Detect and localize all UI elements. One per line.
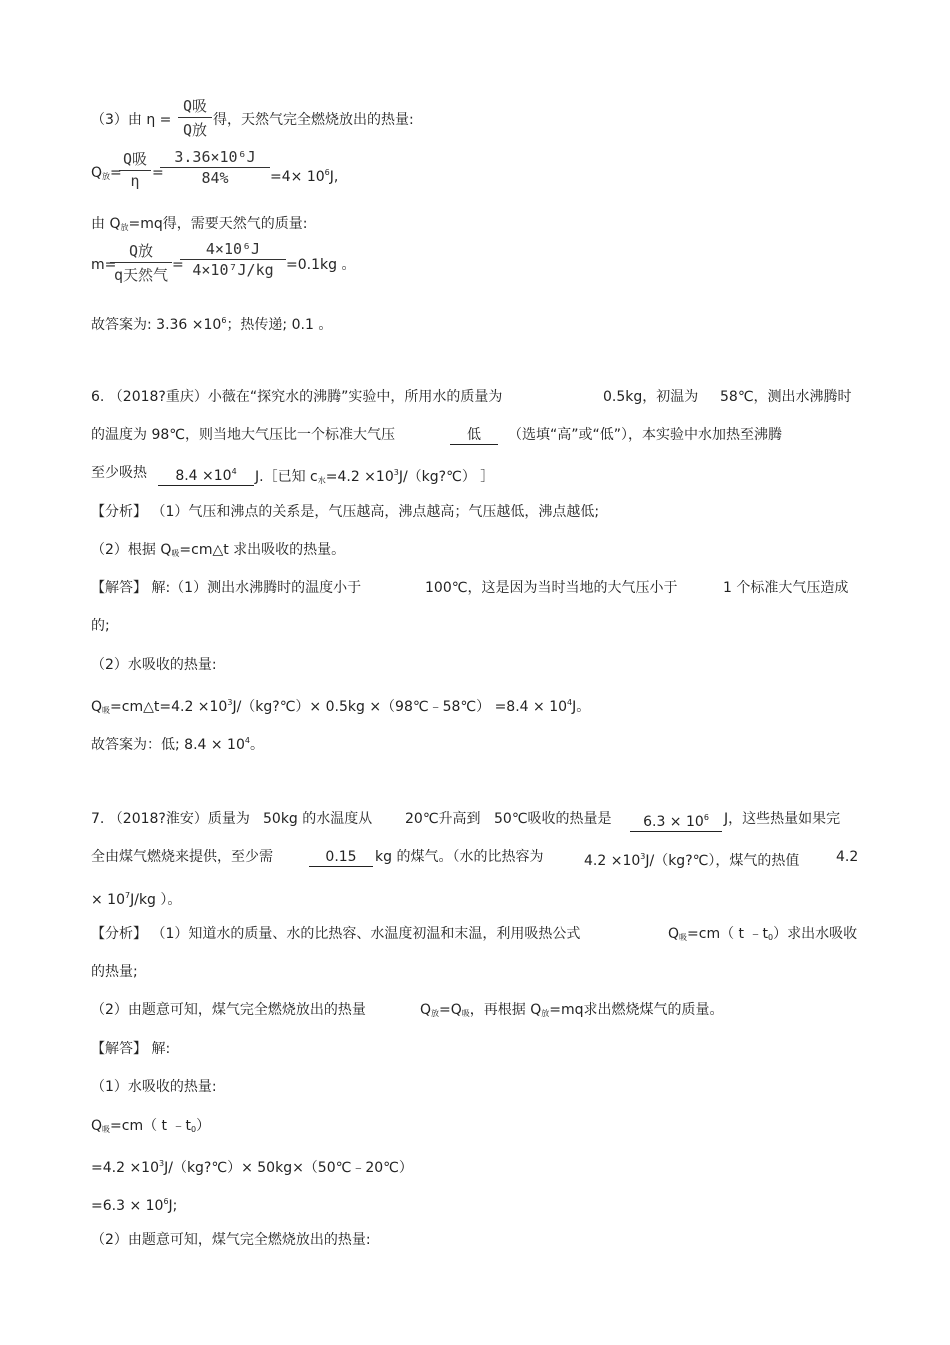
- s3-mq-line: [91, 214, 307, 238]
- q7-l1-a: 7. （2018?淮安）质量为: [91, 811, 250, 827]
- q7-analysis-1: [91, 924, 580, 944]
- eta-numerator: Q吸: [182, 97, 208, 115]
- q6-sol3-a: Q: [91, 699, 103, 715]
- q7-an1-e: 的热量;: [91, 964, 138, 980]
- q7-blank1-sup: 6: [703, 813, 709, 822]
- q6-answer-b: 。: [249, 737, 264, 753]
- q6-l3-c: =4.2 ×10: [325, 469, 394, 485]
- q6-line3-blank: [158, 463, 254, 486]
- q6-blank2-text: 8.4 ×10: [175, 468, 232, 484]
- q7-solution-3: [91, 1154, 413, 1178]
- s3-answer-pre: 故答案为: 3.36 ×10: [91, 317, 222, 333]
- q6-line1-b: [603, 387, 698, 407]
- q7-sol2-sub2: 0: [190, 1125, 197, 1134]
- q-result: [270, 163, 338, 187]
- q6-l3-sub: 水: [317, 476, 326, 485]
- q6-solution-1-d: [91, 616, 110, 636]
- m-frac2-num: 4×10⁶J: [205, 240, 261, 258]
- q-frac1-den: η: [130, 172, 140, 190]
- q7-an2-c: =Q: [439, 1002, 462, 1018]
- q6-solution-1: [91, 578, 361, 598]
- q7-l2-b: kg 的煤气。（水的比热容为: [375, 849, 544, 865]
- q7-l2-a: 全由煤气燃烧来提供，至少需: [91, 849, 273, 865]
- q-fraction-1: [119, 148, 151, 190]
- equals: =: [110, 165, 122, 181]
- q7-an2-sub3: 放: [541, 1009, 550, 1018]
- q6-an2-b: =cm△t 求出吸收的热量。: [179, 542, 346, 558]
- q-frac2-den: 84%: [201, 169, 229, 187]
- q-symbol: Q: [91, 165, 103, 181]
- q7-l2-c: 4.2 ×10: [584, 853, 641, 869]
- s3-q-lhs: [91, 163, 122, 187]
- m-fraction-1: [110, 240, 172, 285]
- m-frac1-num: Q放: [128, 242, 154, 260]
- q6-sol1-c: 1 个标准大气压造成: [723, 580, 849, 596]
- q7-line3: [91, 886, 181, 910]
- q7-line1-d: [494, 809, 612, 829]
- q7-line2-blank: [309, 847, 373, 867]
- q7-line1-blank: [630, 809, 722, 832]
- q7-answer-blank-2: 0.15: [309, 848, 373, 867]
- q7-an2-a: （2）由题意可知，煤气完全燃烧放出的热量: [91, 1002, 366, 1018]
- s3-answer-sup: 6: [221, 316, 227, 325]
- q6-analysis-1-text: 【分析】 （1）气压和沸点的关系是，气压越高，沸点越高；气压越低，沸点越低;: [91, 504, 600, 520]
- q7-sol2-sub: 吸: [102, 1125, 111, 1134]
- q6-solution-1-c: [723, 578, 848, 598]
- q7-solution-head: [91, 1039, 170, 1059]
- q6-solution-1-b: [425, 578, 677, 598]
- q6-an2-sub: 吸: [171, 549, 180, 558]
- q7-sol4-sup: 6: [163, 1197, 169, 1206]
- q6-analysis-2: [91, 540, 345, 564]
- q6-sol3-c: J/（kg?℃）× 0.5kg ×（98℃﹣58℃） =8.4 × 10: [232, 699, 568, 715]
- q7-an2-d: ，再根据 Q: [469, 1002, 542, 1018]
- q6-sol1-a: 【解答】 解:（1）测出水沸腾时的温度小于: [91, 580, 362, 596]
- q7-an2-e: =mq求出燃烧煤气的质量。: [549, 1002, 724, 1018]
- q6-analysis-1: [91, 502, 599, 522]
- q-fraction-2: [160, 148, 270, 187]
- q6-sol3-d: J。: [572, 699, 591, 715]
- q6-sol1-d: 的;: [91, 618, 110, 634]
- q7-solution-4: [91, 1192, 177, 1216]
- q7-l1-b: 50kg 的水温度从: [263, 811, 373, 827]
- q-sub: 放: [102, 172, 111, 181]
- q7-sol4-a: =6.3 × 10: [91, 1198, 164, 1214]
- mq-tail: =mq得，需要天然气的质量:: [128, 216, 308, 232]
- q7-an1-sub2: 0: [767, 933, 774, 942]
- q6-answer-a: 故答案为：低; 8.4 × 10: [91, 737, 245, 753]
- q7-sol1-text: （1）水吸收的热量:: [91, 1079, 217, 1095]
- q7-an1-b: Q: [668, 926, 680, 942]
- m-frac2-den: 4×10⁷J/kg: [192, 261, 274, 279]
- q7-sol2-b: =cm（ t ﹣t: [110, 1118, 191, 1134]
- q6-line2-b: [508, 425, 782, 445]
- s3-line1: [91, 110, 171, 130]
- q6-an2-a: （2）根据 Q: [91, 542, 172, 558]
- q7-sol3-sup: 3: [159, 1159, 165, 1168]
- s3-answer: [91, 311, 332, 335]
- q6-l3-sup: 3: [393, 468, 399, 477]
- q7-l3-sup: 7: [125, 891, 131, 900]
- q6-l1-a: 6. （2018?重庆）小薇在“探究水的沸腾”实验中，所用水的质量为: [91, 389, 503, 405]
- q7-line1: [91, 809, 250, 829]
- q6-l1-b-text: 0.5kg，初温为: [603, 389, 699, 405]
- eta-fraction: [178, 95, 212, 140]
- q7-solution-5: [91, 1230, 371, 1250]
- q7-line1-b: [263, 809, 372, 829]
- q-result-text: =4× 10: [270, 169, 325, 185]
- q-result-sup: 6: [324, 168, 330, 177]
- q7-l2-sup: 3: [640, 852, 646, 861]
- q7-analysis-2-b: [420, 1000, 724, 1024]
- q7-solution-2: [91, 1116, 210, 1140]
- q7-l3-b: J/kg ）。: [130, 892, 182, 908]
- q6-answer-blank-2: [158, 463, 254, 486]
- m-lhs-text: m=: [91, 257, 117, 273]
- q7-l2-e: 4.2: [836, 849, 859, 865]
- q7-an1-a: 【分析】 （1）知道水的质量、水的比热容、水温度初温和末温，利用吸热公式: [91, 926, 581, 942]
- mq-sub: 放: [120, 223, 129, 232]
- q7-l3-a: × 10: [91, 892, 125, 908]
- q7-l1-e: J，这些热量如果完: [724, 811, 841, 827]
- q7-sol4-b: J;: [168, 1198, 178, 1214]
- q7-an2-b: Q: [420, 1002, 432, 1018]
- q7-sol3-b: J/（kg?℃）× 50kg×（50℃﹣20℃）: [164, 1160, 413, 1176]
- q6-answer-blank-1: 低: [450, 426, 498, 445]
- q6-sol3-sub: 吸: [102, 706, 111, 715]
- q6-line3: [91, 463, 147, 483]
- q6-sol3-sup: 3: [227, 698, 233, 707]
- eta-denominator: Q放: [182, 121, 208, 139]
- q-result-tail: J,: [329, 169, 339, 185]
- q7-an2-sub: 放: [431, 1009, 440, 1018]
- m-result: [286, 255, 355, 275]
- q6-line3-rest: [255, 463, 494, 491]
- q7-line1-e: [724, 809, 840, 829]
- equals-2-text: =: [152, 165, 164, 181]
- q7-an2-sub2: 吸: [461, 1009, 470, 1018]
- q7-answer-blank-1: [630, 809, 722, 832]
- q7-analysis-1-e: [91, 962, 138, 982]
- q7-line2-c: [584, 847, 799, 871]
- s3-line1-post: [213, 110, 414, 130]
- q7-solution-1: [91, 1077, 217, 1097]
- q6-l1-c-text: 58℃，测出水沸腾时: [720, 389, 852, 405]
- q6-l3-b: J.［已知 c: [255, 469, 318, 485]
- mq-pre: 由 Q: [91, 216, 121, 232]
- q7-sol3-a: =4.2 ×10: [91, 1160, 159, 1176]
- q6-line2: [91, 425, 395, 445]
- q6-sol3-sup2: 4: [567, 698, 573, 707]
- q7-an1-d: ）求出水吸收: [773, 926, 858, 942]
- equals-3-text: =: [172, 257, 184, 273]
- q6-blank2-sup: 4: [231, 467, 237, 476]
- q7-blank1-text: 6.3 × 10: [643, 814, 704, 830]
- q6-solution-3: [91, 693, 590, 721]
- q-frac1-num: Q吸: [122, 150, 148, 168]
- q7-line2: [91, 847, 273, 867]
- q7-line1-c: [405, 809, 481, 829]
- q6-sol2-text: （2）水吸收的热量:: [91, 657, 217, 673]
- q7-l2-d: J/（kg?℃），煤气的热值: [645, 853, 800, 869]
- q7-analysis-1-b: [668, 924, 857, 948]
- q7-analysis-2: [91, 1000, 366, 1020]
- s3-line1-pre: （3）由 η =: [91, 112, 172, 128]
- q7-sol5-text: （2）由题意可知，煤气完全燃烧放出的热量:: [91, 1232, 371, 1248]
- q6-sol3-b: =cm△t=4.2 ×10: [110, 699, 228, 715]
- q7-sol-head-text: 【解答】 解:: [91, 1041, 171, 1057]
- q6-line1: [91, 387, 502, 407]
- q7-line2-e: [836, 847, 858, 867]
- q7-line2-b: [375, 847, 543, 867]
- q7-an1-sub: 吸: [679, 933, 688, 942]
- q7-an1-c: =cm（ t ﹣t: [687, 926, 768, 942]
- s3-answer-post: ；热传递; 0.1 。: [226, 317, 333, 333]
- q6-solution-2: [91, 655, 217, 675]
- q6-l2-b-text: （选填“高”或“低”），本实验中水加热至沸腾: [508, 427, 783, 443]
- m-frac1-den: q天然气: [113, 266, 169, 284]
- m-result-text: =0.1kg 。: [286, 257, 356, 273]
- q6-l2-a: 的温度为 98℃，则当地大气压比一个标准大气压: [91, 427, 395, 443]
- q-frac2-num: 3.36×10⁶J: [174, 148, 256, 166]
- q7-l1-c: 20℃升高到: [405, 811, 481, 827]
- q7-sol2-a: Q: [91, 1118, 103, 1134]
- q6-l3-a: 至少吸热: [91, 465, 147, 481]
- s3-line1-post-text: 得，天然气完全燃烧放出的热量:: [213, 112, 414, 128]
- q6-line1-c: [720, 387, 852, 407]
- q6-answer-sup: 4: [244, 736, 250, 745]
- q6-l3-d: J/（kg?℃） ］: [398, 469, 495, 485]
- m-fraction-2: [180, 240, 286, 279]
- q6-line2-blank: [450, 425, 498, 445]
- q6-answer: [91, 731, 264, 755]
- q7-l1-d: 50℃吸收的热量是: [494, 811, 612, 827]
- q7-sol2-c: ）: [196, 1118, 211, 1134]
- q6-sol1-b: 100℃，这是因为当时当地的大气压小于: [425, 580, 678, 596]
